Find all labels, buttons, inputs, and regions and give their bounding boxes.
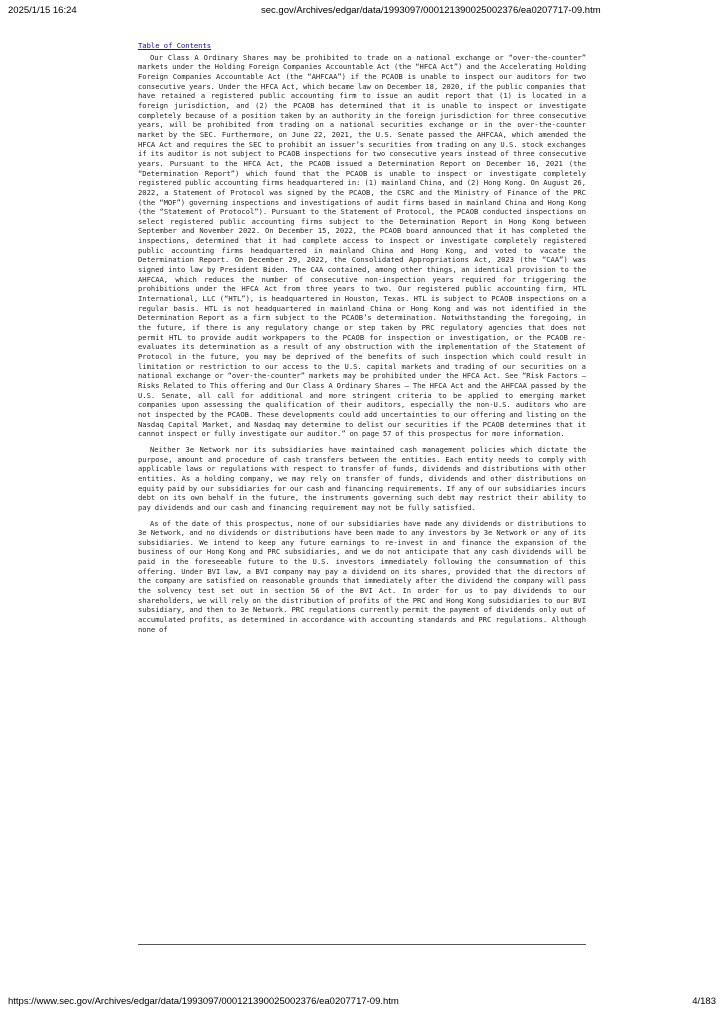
footer-url: https://www.sec.gov/Archives/edgar/data/1993097/000121390025002376/ea0207717-09.htm xyxy=(8,996,399,1007)
table-of-contents-link[interactable]: Table of Contents xyxy=(138,41,212,50)
paragraph-cash-management: Neither 3e Network nor its subsidiaries have maintained cash management policies which dictate the purpose, amount and procedure of cash transfers between the entities. Each entity needs to comply with applicable laws or regulations with respect to transfer of funds, dividends and distributions with other entities. As a holding company, we may rely on transfer of funds, dividends and other distributions on equity paid by our subsidiaries for our cash and financing requirements. If any of our subsidiaries incurs debt on its own behalf in the future, the instruments governing such debt may restrict their ability to pay dividends and our cash and financing requirement may not be fully satisfied. xyxy=(138,444,586,512)
document-body xyxy=(138,41,586,640)
paragraph-dividends: As of the date of this prospectus, none of our subsidiaries have made any dividends or distributions to 3e Network, and no dividends or distributions have been made to any investors by 3e Network or any of its subsidiaries. We intend to keep any future earnings to re-invest in and finance the expansion of the business of our Hong Kong and PRC subsidiaries, and we do not anticipate that any cash dividends will be paid in the foreseeable future to the U.S. investors immediately following the consummation of this offering. Under BVI law, a BVI company may pay a dividend on its shares, provided that the directors of the company are satisfied on reasonable grounds that immediately after the dividend the company will pass the solvency test set out in section 56 of the BVI Act. In order for us to pay dividends to our shareholders, we will rely on the distribution of profits of the PRC and Hong Kong subsidiaries to our BVI subsidiary, and then to 3e Network. PRC regulations currently permit the payment of dividends only out of accumulated profits, as determined in accordance with accounting standards and PRC regulations. Although none of xyxy=(138,518,586,634)
print-url: sec.gov/Archives/edgar/data/1993097/000121390025002376/ea0207717-09.htm xyxy=(261,5,601,16)
print-footer xyxy=(8,996,716,1012)
paragraph-hfca-act: Our Class A Ordinary Shares may be prohibited to trade on a national exchange or “over-the-counter” markets under the Holding Foreign Companies Accountable Act (the “HFCA Act”) and the Accelerating Holding Foreign Companies Accountable Act (the “AHFCAA”) if the PCAOB is unable to inspect our auditors for two consecutive years. Under the HFCA Act, which became law on December 18, 2020, if the public companies that have retained a registered public accounting firm to issue an audit report that (1) is located in a foreign jurisdiction, and (2) the PCAOB has determined that it is unable to inspect or investigate completely because of a position taken by an authority in the foreign jurisdiction for three consecutive years, will be prohibited from trading on a national securities exchange or in the over-the-counter market by the SEC. Furthermore, on June 22, 2021, the U.S. Senate passed the AHFCAA, which amended the HFCA Act and requires the SEC to prohibit an issuer’s securities from trading on any U.S. stock exchanges if its auditor is not subject to PCAOB inspections for two consecutive years instead of three consecutive years. Pursuant to the HFCA Act, the PCAOB issued a Determination Report on December 16, 2021 (the “Determination Report”) which found that the PCAOB is unable to inspect or investigate completely registered public accounting firms headquartered in: (1) mainland China, and (2) Hong Kong. On August 26, 2022, a Statement of Protocol was signed by the PCAOB, the CSRC and the Ministry of Finance of the PRC (the “MOF”) governing inspections and investigations of audit firms based in mainland China and Hong Kong (the “Statement of Protocol”). Pursuant to the Statement of Protocol, the PCAOB conducted inspections on select registered public accounting firms subject to the Determination Report in Hong Kong between September and November 2022. On December 15, 2022, the PCAOB board announced that it has completed the inspections, determined that it had complete access to inspect or investigate completely registered public accounting firms headquartered in mainland China and Hong Kong, and voted to vacate the Determination Report. On December 29, 2022, the Consolidated Appropriations Act, 2023 (the “CAA”) was signed into law by President Biden. The CAA contained, among other things, an identical provision to the AHFCAA, which reduces the number of consecutive non-inspection years required for triggering the prohibitions under the HFCA Act from three years to two. Our registered public accounting firm, HTL International, LLC (“HTL”), is headquartered in Houston, Texas. HTL is subject to PCAOB inspections on a regular basis. HTL is not headquartered in mainland China or Hong Kong and was not identified in the Determination Report as a firm subject to the PCAOB’s determination. Notwithstanding the foregoing, in the future, if there is any regulatory change or step taken by PRC regulatory agencies that does not permit HTL to provide audit workpapers to the PCAOB for inspection or investigation, or the PCAOB re-evaluates its determination as a result of any obstruction with the implementation of the Statement of Protocol in the future, you may be deprived of the benefits of such inspection which could result in limitation or restriction to our access to the U.S. capital markets and trading of our securities on a national exchange or “over-the-counter” markets may be prohibited under the HFCA Act. See “Risk Factors — Risks Related to This offering and Our Class A Ordinary Shares — The HFCA Act and the AHFCAA passed by the U.S. Senate, all call for additional and more stringent criteria to be applied to emerging market companies upon assessing the qualification of their auditors, especially the non-U.S. auditors who are not inspected by the PCAOB. These developments could add uncertainties to our offering and listing on the Nasdaq Capital Market, and Nasdaq may determine to delist our securities if the PCAOB determines that it cannot inspect or fully investigate our auditor.” on page 57 of this prospectus for more information. xyxy=(138,52,586,439)
print-header xyxy=(8,5,716,21)
print-datetime: 2025/1/15 16:24 xyxy=(8,5,77,16)
page-number: 4/183 xyxy=(692,996,716,1007)
page-divider xyxy=(138,944,586,945)
